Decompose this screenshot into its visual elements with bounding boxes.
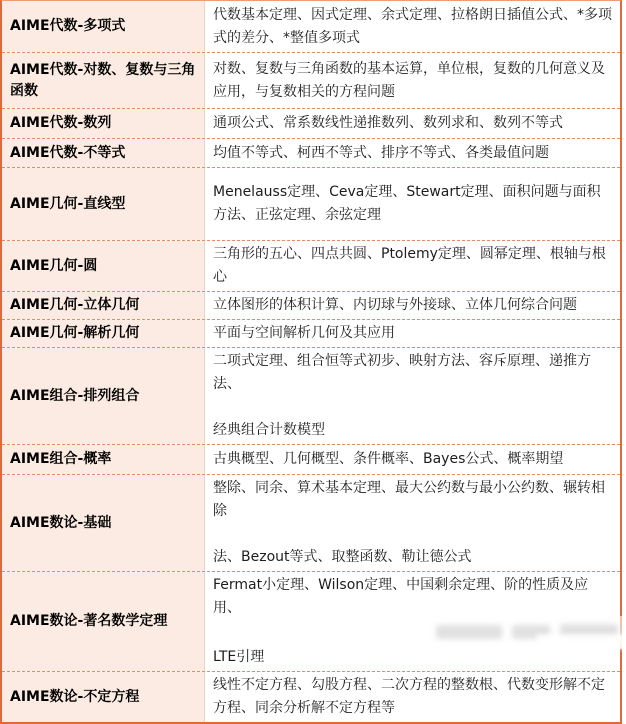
description-text: 线性不定方程、勾股方程、二次方程的整数根、代数变形解不定方程、同余分析解不定方程等	[213, 677, 605, 716]
topic-cell	[2, 139, 205, 167]
table-row	[2, 167, 620, 240]
description-text: 代数基本定理、因式定理、余式定理、拉格朗日插值公式、*多项式的差分、*整值多项式	[213, 6, 612, 46]
table-row	[2, 1, 620, 52]
description-cell	[205, 241, 620, 291]
topic-cell	[2, 672, 205, 722]
topic-label: AIME几何-圆	[10, 257, 98, 274]
description-text: 通项公式、常系数线性递推数列、数列求和、数列不等式	[213, 115, 563, 131]
topic-label: AIME几何-解析几何	[10, 325, 140, 341]
description-cell	[205, 109, 620, 138]
watermark-white-smudge	[536, 634, 626, 649]
description-cell	[205, 348, 620, 444]
table-row	[2, 474, 620, 571]
topic-label: AIME代数-对数、复数与三角函数	[10, 61, 196, 99]
topic-cell	[2, 1, 205, 52]
description-cell	[205, 168, 620, 240]
description-text: 整除、同余、算术基本定理、最大公约数与最小公约数、辗转相除	[213, 480, 605, 519]
topic-cell	[2, 475, 205, 571]
topic-label: AIME数论-不定方程	[10, 688, 140, 705]
description-text: Fermat小定理、Wilson定理、中国剩余定理、阶的性质及应用、	[213, 577, 589, 616]
description-cell	[205, 292, 620, 319]
topic-label: AIME组合-概率	[10, 451, 112, 467]
description-text-continued: 经典组合计数模型	[213, 422, 325, 438]
table-row	[2, 347, 620, 444]
topic-label: AIME几何-直线型	[10, 195, 126, 212]
description-cell	[205, 475, 620, 571]
blurred-watermark	[428, 616, 626, 649]
description-text: 三角形的五心、四点共圆、Ptolemy定理、圆幂定理、根轴与根心	[213, 246, 606, 285]
description-cell	[205, 672, 620, 722]
table-row	[2, 52, 620, 108]
table-row	[2, 671, 620, 722]
topic-label: AIME代数-不等式	[10, 144, 126, 161]
topic-cell	[2, 572, 205, 671]
topic-label: AIME几何-立体几何	[10, 297, 140, 313]
table-row	[2, 138, 620, 167]
topic-label: AIME代数-多项式	[10, 18, 126, 34]
topic-cell	[2, 109, 205, 138]
table-row	[2, 319, 620, 347]
description-text: 平面与空间解析几何及其应用	[213, 325, 395, 341]
table-row	[2, 291, 620, 319]
description-text: 立体图形的体积计算、内切球与外接球、立体几何综合问题	[213, 297, 577, 313]
topic-label: AIME组合-排列组合	[10, 387, 140, 404]
topic-cell	[2, 320, 205, 347]
description-cell	[205, 139, 620, 167]
description-cell	[205, 320, 620, 347]
description-text: Menelauss定理、Ceva定理、Stewart定理、面积问题与面积方法、正弦定理、余弦定理	[213, 184, 601, 223]
description-text: 古典概型、几何概型、条件概率、Bayes公式、概率期望	[213, 451, 564, 467]
topic-cell	[2, 53, 205, 108]
table-row	[2, 240, 620, 291]
topic-cell	[2, 292, 205, 319]
description-cell	[205, 1, 620, 52]
description-cell	[205, 445, 620, 474]
topic-label: AIME数论-基础	[10, 514, 112, 531]
table-row	[2, 108, 620, 138]
topic-label: AIME数论-著名数学定理	[10, 613, 168, 629]
topic-cell	[2, 445, 205, 474]
topic-cell	[2, 241, 205, 291]
table-row	[2, 444, 620, 474]
topic-label: AIME代数-数列	[10, 115, 112, 131]
topic-cell	[2, 168, 205, 240]
description-text-continued: LTE引理	[213, 649, 265, 665]
topic-cell	[2, 348, 205, 444]
description-cell	[205, 53, 620, 108]
description-text-continued: 法、Bezout等式、取整函数、勒让德公式	[213, 549, 472, 565]
description-text: 均值不等式、柯西不等式、排序不等式、各类最值问题	[213, 144, 549, 161]
watermark-blob	[436, 625, 502, 639]
description-text: 二项式定理、组合恒等式初步、映射方法、容斥原理、递推方法、	[213, 353, 591, 392]
description-text: 对数、复数与三角函数的基本运算，单位根，复数的几何意义及应用，与复数相关的方程问题	[213, 60, 605, 100]
